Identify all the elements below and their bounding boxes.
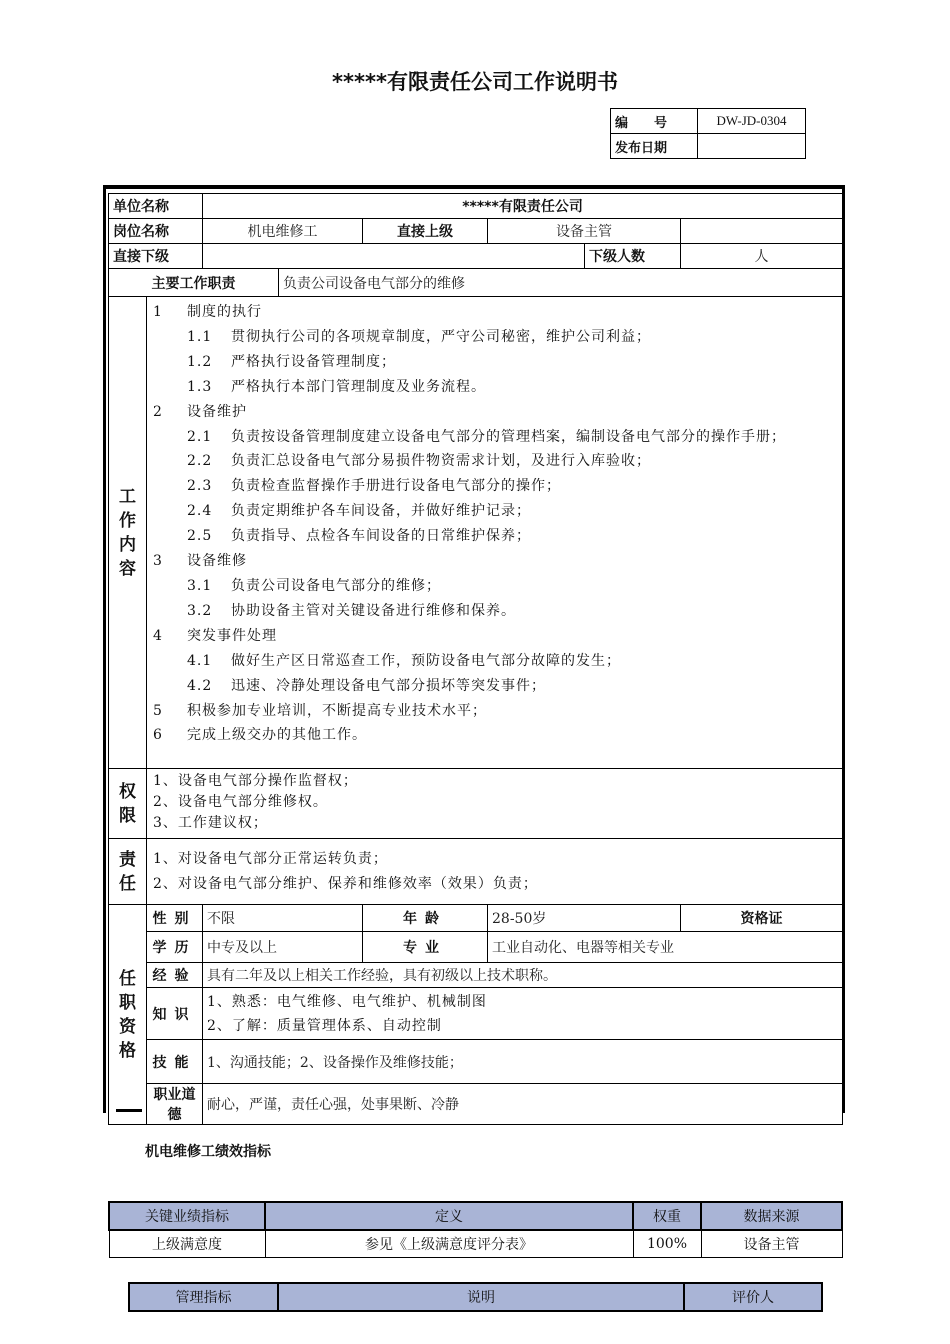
knowledge-content <box>203 988 843 1040</box>
ethics-value: 耐心，严谨，责任心强，处事果断、冷静 <box>203 1084 843 1125</box>
document-title: *****有限责任公司工作说明书 <box>332 70 618 94</box>
management-header-cell: 说明 <box>278 1283 684 1311</box>
education-value: 中专及以上 <box>203 932 363 963</box>
skill-value: 1、沟通技能；2、设备操作及维修技能； <box>203 1040 843 1084</box>
kpi-header-cell: 关键业绩指标 <box>109 1202 265 1230</box>
subordinate-label: 直接下级 <box>109 244 203 269</box>
code-label: 编 号 <box>611 109 698 134</box>
position-value: 机电维修工 <box>203 219 363 244</box>
gender-label: 性别 <box>147 905 203 932</box>
unit-label: 单位名称 <box>109 194 203 219</box>
kpi-header-cell: 权重 <box>633 1202 701 1230</box>
experience-value: 具有二年及以上相关工作经验，具有初级以上技术职称。 <box>203 963 843 988</box>
responsibility-line: 2、对设备电气部分维护、保养和维修效率（效果）负责； <box>153 875 538 892</box>
kpi-header-cell: 数据来源 <box>701 1202 842 1230</box>
knowledge-line: 1、熟悉：电气维修、电气维护、机械制图 <box>207 993 487 1010</box>
kpi-cell: 参见《上级满意度评分表》 <box>265 1230 633 1258</box>
qualification-label-cell <box>109 905 147 1125</box>
superior-value: 设备主管 <box>488 219 681 244</box>
kpi-cell: 设备主管 <box>701 1230 842 1258</box>
responsibility-label-cell <box>109 839 147 905</box>
responsibility-content <box>147 839 843 905</box>
superior-label: 直接上级 <box>363 219 488 244</box>
work-subitem: 1.3 严格执行本部门管理制度及业务流程。 <box>187 378 486 395</box>
work-item: 3 设备维修 <box>153 553 247 570</box>
authority-line: 1、设备电气部分操作监督权； <box>153 773 358 789</box>
responsibility-line: 1、对设备电气部分正常运转负责； <box>153 850 388 867</box>
work-subitem: 4.1 做好生产区日常巡查工作，预防设备电气部分故障的发生； <box>187 652 621 669</box>
age-value: 28-50岁 <box>488 905 681 932</box>
gender-value: 不限 <box>203 905 363 932</box>
kpi-cell: 上级满意度 <box>109 1230 265 1258</box>
responsibility-label: 责任 <box>119 849 136 894</box>
skill-label: 技能 <box>147 1040 203 1084</box>
document-code-table <box>610 108 806 159</box>
job-description-table <box>108 193 843 1125</box>
subordinate-value <box>203 244 585 269</box>
authority-label-cell <box>109 769 147 839</box>
work-item: 5 积极参加专业培训，不断提高专业技术水平； <box>153 702 487 719</box>
major-value: 工业自动化、电器等相关专业 <box>488 932 843 963</box>
sub-count-value: 人 <box>681 244 843 269</box>
authority-line: 2、设备电气部分维修权。 <box>153 794 328 810</box>
work-item: 2 设备维护 <box>153 403 247 420</box>
work-subitem: 1.1 贯彻执行公司的各项规章制度，严守公司秘密，维护公司利益； <box>187 328 651 345</box>
authority-label: 权限 <box>119 781 136 826</box>
work-content-label: 工作内容 <box>119 486 136 579</box>
kpi-header-cell: 定义 <box>265 1202 633 1230</box>
management-header-cell: 评价人 <box>684 1283 822 1311</box>
work-subitem: 2.3 负责检查监督操作手册进行设备电气部分的操作； <box>187 478 561 495</box>
qualification-label: 任职资格 <box>119 968 136 1061</box>
management-header-row <box>129 1283 822 1311</box>
work-content <box>147 297 843 769</box>
authority-line: 3、工作建议权； <box>153 815 268 831</box>
publish-date-value <box>698 134 806 159</box>
work-subitem: 2.1 负责按设备管理制度建立设备电气部分的管理档案，编制设备电气部分的操作手册； <box>187 428 786 445</box>
work-subitem: 2.4 负责定期维护各车间设备，并做好维护记录； <box>187 503 531 520</box>
knowledge-label: 知识 <box>147 988 203 1040</box>
work-subitem: 2.2 负责汇总设备电气部分易损件物资需求计划，及进行入库验收； <box>187 453 651 470</box>
performance-title: 机电维修工绩效指标 <box>145 1144 271 1160</box>
management-header-cell: 管理指标 <box>129 1283 278 1311</box>
position-label: 岗位名称 <box>109 219 203 244</box>
kpi-cell: 100% <box>633 1230 701 1258</box>
work-subitem: 1.2 严格执行设备管理制度； <box>187 353 396 370</box>
kpi-header-row <box>109 1202 842 1230</box>
work-subitem: 4.2 迅速、冷静处理设备电气部分损坏等突发事件； <box>187 677 546 694</box>
major-label: 专业 <box>363 932 488 963</box>
code-value: DW-JD-0304 <box>698 109 806 134</box>
ethics-label: 职业道德 <box>147 1084 203 1125</box>
main-duty-label: 主要工作职责 <box>109 269 279 297</box>
main-duty-value: 负责公司设备电气部分的维修 <box>279 269 843 297</box>
frame-bottom-mark <box>116 1109 142 1112</box>
work-item: 4 突发事件处理 <box>153 627 277 644</box>
management-indicator-table <box>128 1282 823 1312</box>
experience-label: 经验 <box>147 963 203 988</box>
cert-label: 资格证 <box>681 905 843 932</box>
knowledge-line: 2、了解：质量管理体系、自动控制 <box>207 1017 442 1034</box>
kpi-row <box>109 1230 842 1258</box>
work-item: 6 完成上级交办的其他工作。 <box>153 727 367 744</box>
education-label: 学历 <box>147 932 203 963</box>
unit-value: *****有限责任公司 <box>203 194 843 219</box>
work-subitem: 3.1 负责公司设备电气部分的维修； <box>187 577 441 594</box>
kpi-table <box>108 1201 843 1258</box>
work-subitem: 3.2 协助设备主管对关键设备进行维修和保养。 <box>187 602 516 619</box>
publish-date-label: 发布日期 <box>611 134 698 159</box>
work-item: 1 制度的执行 <box>153 304 262 320</box>
work-subitem: 2.5 负责指导、点检各车间设备的日常维护保养； <box>187 528 531 545</box>
work-content-label-cell <box>109 297 147 769</box>
authority-content <box>147 769 843 839</box>
sub-count-label: 下级人数 <box>585 244 681 269</box>
age-label: 年龄 <box>363 905 488 932</box>
